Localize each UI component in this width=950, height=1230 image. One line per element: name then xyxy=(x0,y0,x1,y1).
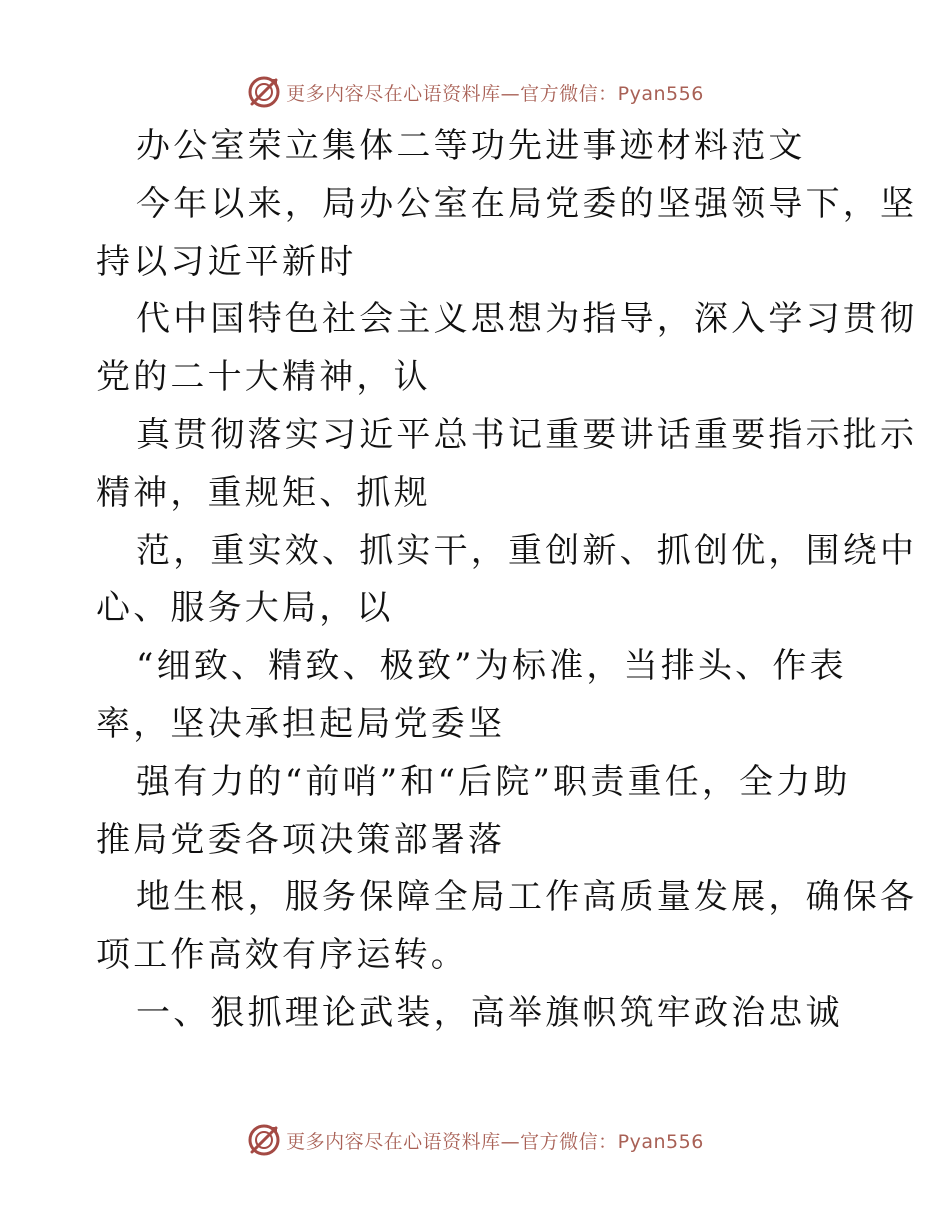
doc-line-15: 项工作高效有序运转。 xyxy=(96,935,468,976)
seal-logo-icon xyxy=(246,1122,282,1158)
seal-logo-icon xyxy=(246,74,282,110)
watermark-text: 更多内容尽在心语资料库—官方微信：Pyan556 xyxy=(286,82,704,105)
doc-line-4: 代中国特色社会主义思想为指导，深入学习贯彻 xyxy=(136,299,918,340)
header-watermark xyxy=(0,70,950,114)
doc-line-14: 地生根，服务保障全局工作高质量发展，确保各 xyxy=(136,877,918,918)
doc-line-10: “细致、精致、极致”为标准，当排头、作表 xyxy=(136,646,847,687)
doc-line-5: 党的二十大精神，认 xyxy=(96,357,431,398)
doc-line-16: 一、狠抓理论武装，高举旗帜筑牢政治忠诚 xyxy=(136,992,843,1033)
doc-line-8: 范，重实效、抓实干，重创新、抓创优，围绕中 xyxy=(136,530,918,571)
document-body xyxy=(96,118,918,1043)
doc-line-6: 真贯彻落实习近平总书记重要讲话重要指示批示 xyxy=(136,414,918,455)
watermark-text: 更多内容尽在心语资料库—官方微信：Pyan556 xyxy=(286,1130,704,1153)
doc-line-1: 办公室荣立集体二等功先进事迹材料范文 xyxy=(136,126,806,166)
doc-line-13: 推局党委各项决策部署落 xyxy=(96,819,506,860)
doc-line-12: 强有力的“前哨”和“后院”职责重任，全力助 xyxy=(136,761,851,802)
doc-line-11: 率，坚决承担起局党委坚 xyxy=(96,703,506,744)
doc-line-2: 今年以来，局办公室在局党委的坚强领导下，坚 xyxy=(136,183,918,224)
doc-line-9: 心、服务大局，以 xyxy=(96,588,394,629)
doc-line-3: 持以习近平新时 xyxy=(96,241,357,282)
footer-watermark xyxy=(0,1118,950,1162)
doc-line-7: 精神，重规矩、抓规 xyxy=(96,472,431,513)
